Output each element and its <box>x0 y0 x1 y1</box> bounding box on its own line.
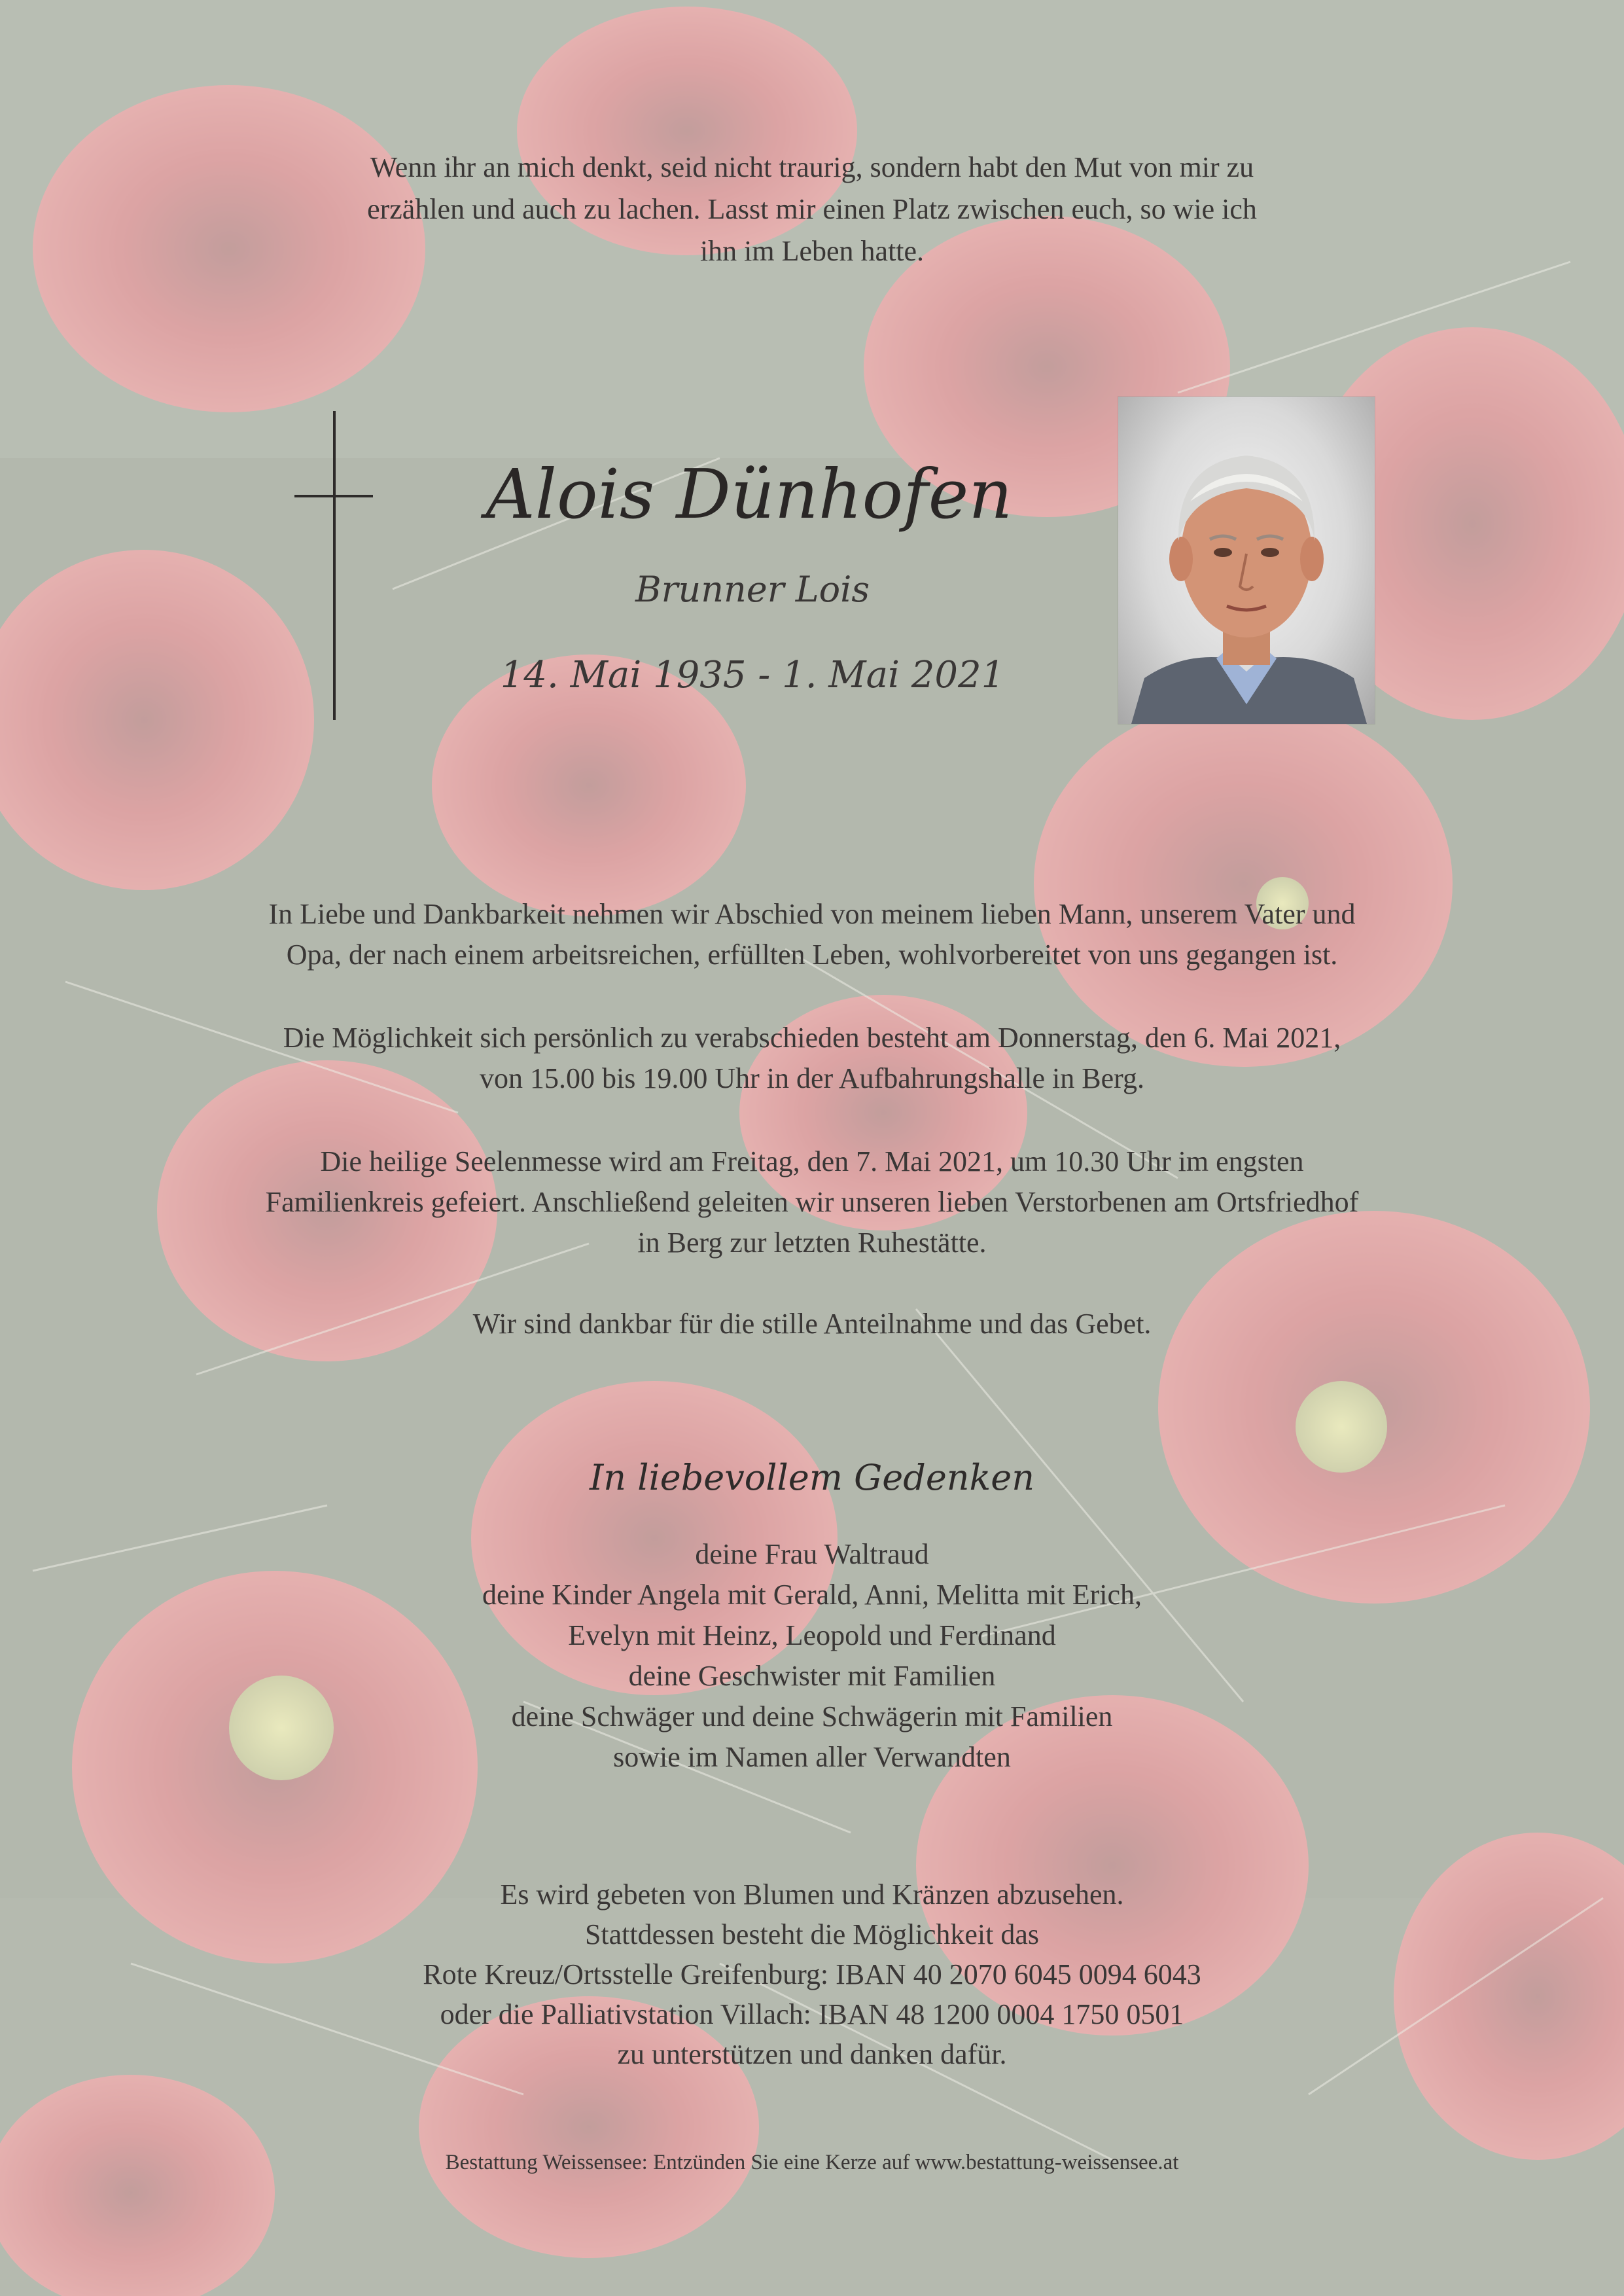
paragraph-line: von 15.00 bis 19.00 Uhr in der Aufbahrungshalle in Berg. <box>480 1062 1144 1094</box>
family-line: deine Frau Waltraud <box>695 1538 929 1570</box>
family-line: deine Geschwister mit Familien <box>628 1660 996 1692</box>
paragraph-line: in Berg zur letzten Ruhestätte. <box>637 1227 987 1259</box>
paragraph-line: Die heilige Seelenmesse wird am Freitag, den 7. Mai 2021, um 10.30 Uhr im engsten <box>320 1145 1304 1177</box>
memory-heading: In liebevollem Gedenken <box>589 1457 1035 1498</box>
footer-note: Bestattung Weissensee: Entzünden Sie eine Kerze auf www.bestattung-weissensee.at <box>445 2151 1179 2174</box>
donation-notice <box>158 1874 1466 2074</box>
farewell-paragraph <box>158 894 1466 975</box>
paragraph-line: Opa, der nach einem arbeitsreichen, erfüllten Leben, wohlvorbereitet von uns gegangen ist. <box>286 939 1338 971</box>
paragraph-line: Die Möglichkeit sich persönlich zu verabschieden besteht am Donnerstag, den 6. Mai 2021, <box>283 1022 1341 1054</box>
cross-vertical-bar <box>333 411 336 720</box>
donation-line: Es wird gebeten von Blumen und Kränzen abzusehen. <box>500 1878 1124 1910</box>
opening-quote <box>289 147 1335 272</box>
quote-line: erzählen und auch zu lachen. Lasst mir einen Platz zwischen euch, so wie ich <box>367 193 1257 225</box>
donation-line: zu unterstützen und danken dafür. <box>617 2038 1007 2070</box>
mass-paragraph <box>158 1141 1466 1263</box>
family-list <box>158 1534 1466 1778</box>
family-line: sowie im Namen aller Verwandten <box>613 1741 1011 1773</box>
latin-cross-icon <box>294 411 373 720</box>
paragraph-line: Wir sind dankbar für die stille Anteilnahme und das Gebet. <box>472 1308 1152 1340</box>
family-line: deine Kinder Angela mit Gerald, Anni, Melitta mit Erich, <box>482 1579 1142 1611</box>
family-line: deine Schwäger und deine Schwägerin mit Familien <box>511 1700 1113 1732</box>
donation-line: Rote Kreuz/Ortsstelle Greifenburg: IBAN 40 2070 6045 0094 6043 <box>423 1958 1201 1990</box>
paragraph-line: In Liebe und Dankbarkeit nehmen wir Abschied von meinem lieben Mann, unserem Vater und <box>268 898 1356 930</box>
deceased-nickname: Brunner Lois <box>635 569 870 610</box>
paragraph-line: Familienkreis gefeiert. Anschließend geleiten wir unseren lieben Verstorbenen am Ortsfriedhof <box>265 1186 1359 1218</box>
cross-horizontal-bar <box>294 495 373 497</box>
family-line: Evelyn mit Heinz, Leopold und Ferdinand <box>568 1619 1056 1651</box>
thanks-paragraph <box>158 1304 1466 1344</box>
deceased-name: Alois Dünhofen <box>485 454 1013 534</box>
viewing-paragraph <box>158 1018 1466 1099</box>
portrait-photo <box>1118 397 1375 724</box>
life-dates: 14. Mai 1935 - 1. Mai 2021 <box>500 654 1005 696</box>
donation-line: Stattdessen besteht die Möglichkeit das <box>584 1918 1040 1950</box>
quote-line: ihn im Leben hatte. <box>699 235 925 267</box>
quote-line: Wenn ihr an mich denkt, seid nicht traurig, sondern habt den Mut von mir zu <box>370 151 1254 183</box>
donation-line: oder die Palliativstation Villach: IBAN 48 1200 0004 1750 0501 <box>440 1998 1184 2030</box>
